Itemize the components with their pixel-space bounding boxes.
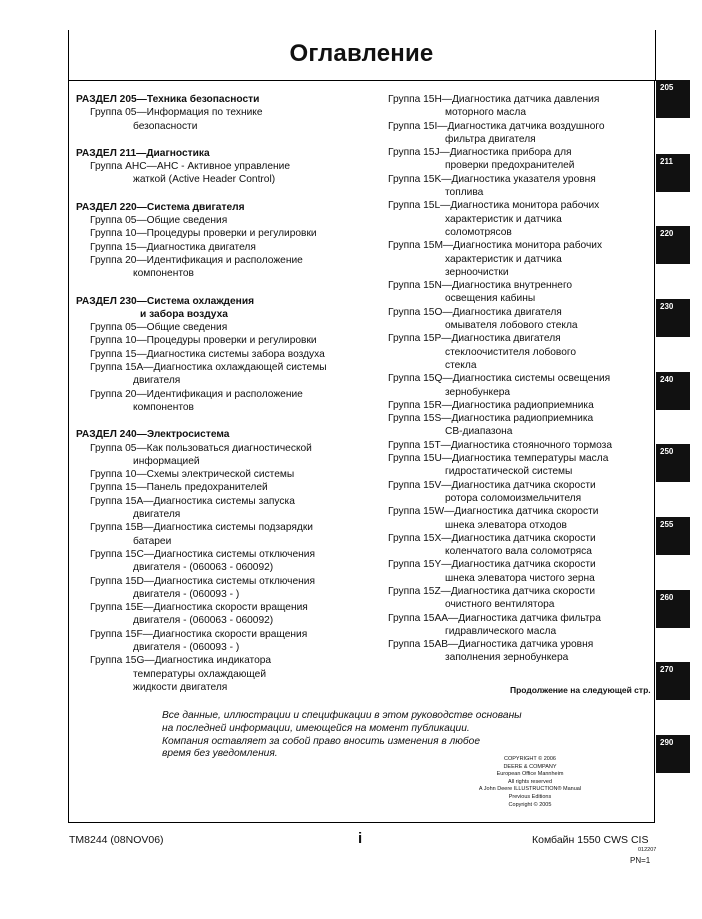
toc-entry-continuation: зерноочистки — [445, 266, 509, 278]
toc-section-heading: РАЗДЕЛ 220—Система двигателя — [76, 201, 245, 213]
toc-entry-continuation: батареи — [133, 535, 172, 547]
toc-entry-prefix: Группа 15— — [90, 241, 147, 253]
section-tab-260[interactable]: 260 — [656, 590, 690, 628]
toc-entry — [388, 120, 650, 133]
toc-entry — [388, 479, 650, 492]
toc-entry-continuation: омывателя лобового стекла — [445, 320, 578, 332]
toc-entry-continuation: очистного вентилятора — [445, 599, 555, 611]
disclaimer-line: на последней информации, имеющейся на момент публикации. — [162, 722, 470, 734]
toc-entry-prefix: Группа 15D— — [90, 575, 154, 587]
toc-entry-title: Диагностика радиоприемника — [451, 413, 594, 425]
section-tab-290[interactable]: 290 — [656, 735, 690, 773]
toc-entry-title: Диагностика радиоприемника — [452, 399, 594, 411]
toc-entry — [76, 254, 376, 267]
toc-entry-continuation: проверки предохранителей — [445, 160, 575, 172]
toc-entry-title: Общие сведения — [146, 215, 228, 227]
toc-entry — [388, 612, 650, 625]
toc-entry — [388, 439, 650, 452]
toc-entry — [76, 521, 376, 534]
toc-entry — [76, 628, 376, 641]
toc-entry-title: Диагностика датчика скорости — [451, 559, 596, 571]
toc-left-column — [76, 93, 376, 694]
toc-entry-title: Диагностика охлаждающей системы — [153, 362, 327, 374]
toc-entry-title: Диагностика системы забора воздуха — [146, 348, 325, 360]
footer-code: 012207 — [638, 847, 657, 853]
toc-entry-title: Диагностика монитора рабочих — [453, 240, 603, 252]
toc-entry-continuation: двигателя - (060063 - 060092) — [133, 562, 274, 574]
toc-entry-prefix: Группа 15P— — [388, 333, 452, 345]
toc-entry-title: Диагностика датчика скорости — [454, 506, 599, 518]
toc-section-heading: и забора воздуха — [140, 308, 228, 320]
toc-entry-prefix: Группа 15J— — [388, 147, 450, 159]
frame-left-border — [68, 80, 69, 822]
toc-entry-title: Диагностика датчика скорости — [450, 585, 596, 597]
toc-entry-continuation: гидростатической системы — [445, 466, 573, 478]
toc-entry-continuation: топлива — [445, 187, 484, 199]
toc-entry-prefix: Группа 15AA— — [388, 612, 459, 624]
toc-gap — [76, 187, 376, 201]
toc-entry-continuation: шнека элеватора чистого зерна — [445, 572, 595, 584]
toc-entry-title: Диагностика датчика уровня — [458, 639, 594, 651]
toc-entry — [76, 495, 376, 508]
toc-entry-title: Процедуры проверки и регулировки — [146, 228, 317, 240]
toc-entry — [76, 227, 376, 240]
copyright-line: European Office Mannheim — [496, 771, 564, 778]
toc-entry-prefix: Группа 15AB— — [388, 639, 459, 651]
toc-entry-prefix: Группа 20— — [90, 388, 147, 400]
toc-entry — [76, 334, 376, 347]
copyright-block — [430, 756, 630, 809]
toc-entry-title: Диагностика системы отключения — [154, 548, 315, 560]
toc-entry-title: Идентификация и расположение — [146, 388, 303, 400]
toc-entry-prefix: Группа 15O— — [388, 306, 453, 318]
toc-entry-continuation: стеклоочистителя лобового — [445, 346, 577, 358]
toc-entry-prefix: Группа 15V— — [388, 479, 452, 491]
toc-entry-prefix: Группа 05— — [90, 107, 147, 119]
toc-entry-prefix: Группа AHC— — [90, 161, 157, 173]
disclaimer-line: Все данные, иллюстрации и спецификации в этом руководстве основаны — [162, 710, 522, 721]
toc-entry — [388, 306, 650, 319]
toc-entry-prefix: Группа 10— — [90, 469, 147, 481]
toc-entry-continuation: двигателя - (060093 - ) — [133, 641, 240, 653]
toc-entry-title: Диагностика прибора для — [449, 147, 572, 159]
toc-entry-title: Диагностика индикатора — [154, 655, 272, 667]
toc-entry-title: Диагностика монитора рабочих — [450, 200, 600, 212]
toc-entry-prefix: Группа 15X— — [388, 532, 452, 544]
copyright-line: DEERE & COMPANY — [503, 763, 557, 770]
toc-entry-title: Диагностика датчика скорости — [451, 532, 596, 544]
toc-entry-title: Диагностика стояночного тормоза — [450, 439, 613, 451]
toc-entry-prefix: Группа 05— — [90, 215, 147, 227]
toc-entry — [388, 372, 650, 385]
section-tab-205[interactable]: 205 — [656, 80, 690, 118]
toc-entry — [76, 575, 376, 588]
toc-entry — [388, 332, 650, 345]
toc-entry-title: Диагностика двигателя — [146, 241, 256, 253]
toc-entry — [76, 214, 376, 227]
toc-entry — [76, 241, 376, 254]
toc-entry-title: Диагностика системы подзарядки — [153, 522, 313, 534]
toc-entry-prefix: Группа 15R— — [388, 399, 452, 411]
toc-entry-prefix: Группа 15M— — [388, 240, 454, 252]
toc-entry-prefix: Группа 10— — [90, 335, 147, 347]
toc-section-heading: РАЗДЕЛ 211—Диагностика — [76, 147, 210, 159]
toc-entry — [388, 585, 650, 598]
toc-entry-continuation: соломотрясов — [445, 226, 512, 238]
frame-right-border — [654, 80, 655, 822]
section-tab-211[interactable]: 211 — [656, 154, 690, 192]
toc-entry-continuation: компонентов — [133, 401, 194, 413]
toc-entry-continuation: фильтра двигателя — [445, 133, 536, 145]
toc-entry-continuation: двигателя — [133, 375, 181, 387]
toc-entry-prefix: Группа 15A— — [90, 495, 154, 507]
frame-bottom-border — [68, 822, 655, 823]
toc-entry — [76, 442, 376, 455]
toc-entry-prefix: Группа 15A— — [90, 362, 154, 374]
toc-entry-continuation: характеристик и датчика — [445, 253, 562, 265]
toc-entry-prefix: Группа 10— — [90, 228, 147, 240]
toc-entry — [388, 239, 650, 252]
toc-entry-title: Идентификация и расположение — [146, 254, 303, 266]
toc-entry-title: Схемы электрической системы — [146, 469, 295, 481]
toc-entry-prefix: Группа 15N— — [388, 280, 452, 292]
toc-entry — [76, 348, 376, 361]
toc-entry-continuation: жаткой (Active Header Control) — [133, 174, 276, 186]
toc-entry-title: Как пользоваться диагностической — [146, 442, 312, 454]
toc-entry-prefix: Группа 15T— — [388, 439, 451, 451]
footer-pn: PN=1 — [630, 856, 651, 865]
toc-entry — [388, 93, 650, 106]
toc-entry-continuation: гидравлического масла — [445, 625, 557, 637]
toc-entry-title: Диагностика внутреннего — [452, 280, 573, 292]
toc-entry-prefix: Группа 20— — [90, 254, 147, 266]
toc-entry-prefix: Группа 15S— — [388, 413, 452, 425]
section-tab-250[interactable]: 250 — [656, 444, 690, 482]
toc-entry-title: Диагностика указателя уровня — [451, 173, 596, 185]
toc-entry-prefix: Группа 15H— — [388, 94, 452, 105]
toc-entry — [76, 361, 376, 374]
toc-entry — [76, 160, 376, 173]
disclaimer — [162, 710, 542, 761]
toc-entry-continuation: информацией — [133, 455, 200, 467]
toc-entry-continuation: заполнения зернобункера — [445, 652, 569, 664]
toc-section-heading: РАЗДЕЛ 240—Электросистема — [76, 429, 230, 441]
toc-entry — [76, 601, 376, 614]
toc-entry-continuation: коленчатого вала соломотряса — [445, 546, 592, 558]
toc-entry-title: Диагностика системы освещения — [452, 373, 611, 385]
section-tab-255[interactable]: 255 — [656, 517, 690, 555]
toc-entry — [388, 558, 650, 571]
toc-gap — [76, 133, 376, 147]
toc-entry — [388, 399, 650, 412]
toc-entry — [76, 654, 376, 667]
toc-entry-prefix: Группа 15Q— — [388, 373, 453, 385]
toc-entry-prefix: Группа 15C— — [90, 548, 154, 560]
toc-entry-continuation: зернобункера — [445, 386, 511, 398]
toc-entry-title: Диагностика скорости вращения — [152, 628, 308, 640]
toc-section-heading: РАЗДЕЛ 205—Техника безопасности — [76, 94, 260, 105]
toc-entry — [76, 468, 376, 481]
toc-entry-title: Диагностика скорости вращения — [153, 602, 308, 614]
toc-entry — [388, 532, 650, 545]
toc-entry-title: Диагностика системы отключения — [154, 575, 315, 587]
toc-entry-title: Диагностика датчика воздушного — [447, 120, 605, 132]
toc-entry-prefix: Группа 15K— — [388, 173, 452, 185]
toc-entry-continuation: освещения кабины — [445, 293, 536, 305]
toc-entry — [76, 321, 376, 334]
toc-entry — [388, 279, 650, 292]
toc-entry-continuation: двигателя — [133, 509, 181, 521]
toc-entry — [388, 173, 650, 186]
copyright-line: A John Deere ILLUSTRUCTION® Manual — [478, 786, 582, 793]
toc-entry-prefix: Группа 15G— — [90, 655, 155, 667]
toc-entry-title: Диагностика датчика скорости — [451, 479, 596, 491]
section-tab-240[interactable]: 240 — [656, 372, 690, 410]
toc-entry-title: Диагностика температуры масла — [452, 453, 609, 465]
toc-section-heading: РАЗДЕЛ 230—Система охлаждения — [76, 295, 255, 307]
toc-entry-title: AHC - Активное управление — [156, 161, 291, 173]
toc-entry-title: Панель предохранителей — [146, 482, 268, 494]
toc-entry-continuation: жидкости двигателя — [133, 681, 228, 693]
toc-entry-continuation: ротора соломоизмельчителя — [445, 492, 582, 504]
toc-entry — [388, 199, 650, 212]
continued-note: Продолжение на следующей стр. — [510, 685, 651, 695]
toc-gap — [76, 414, 376, 428]
toc-entry — [388, 452, 650, 465]
toc-entry-continuation: температуры охлаждающей — [133, 668, 267, 680]
toc-entry-continuation: CB-диапазона — [445, 426, 513, 438]
toc-entry-prefix: Группа 15— — [90, 482, 147, 494]
footer-product: Комбайн 1550 CWS CIS — [532, 834, 649, 846]
toc-entry-continuation: шнека элеватора отходов — [445, 519, 567, 531]
copyright-line: All rights reserved — [507, 778, 553, 785]
toc-entry-prefix: Группа 05— — [90, 322, 147, 334]
toc-entry-prefix: Группа 15W— — [388, 506, 455, 518]
toc-gap — [76, 281, 376, 295]
toc-entry-continuation: характеристик и датчика — [445, 213, 562, 225]
section-tab-270[interactable]: 270 — [656, 662, 690, 700]
toc-entry-prefix: Группа 05— — [90, 442, 147, 454]
toc-entry-continuation: компонентов — [133, 268, 194, 280]
toc-entry-prefix: Группа 15— — [90, 348, 147, 360]
toc-entry-continuation: двигателя - (060093 - ) — [133, 588, 240, 600]
page-title: Оглавление — [289, 40, 434, 67]
toc-entry-title: Информация по технике — [146, 107, 263, 119]
toc-entry-prefix: Группа 15I— — [388, 120, 448, 132]
toc-entry-title: Диагностика датчика давления — [452, 94, 600, 105]
toc-entry-continuation: безопасности — [133, 120, 198, 132]
toc-entry — [388, 412, 650, 425]
toc-entry — [388, 638, 650, 651]
toc-entry-prefix: Группа 15Y— — [388, 559, 452, 571]
toc-entry-prefix: Группа 15F— — [90, 628, 153, 640]
toc-entry-title: Диагностика датчика фильтра — [458, 612, 601, 624]
toc-entry-title: Процедуры проверки и регулировки — [146, 335, 317, 347]
toc-entry-title: Диагностика системы запуска — [153, 495, 295, 507]
toc-entry — [76, 548, 376, 561]
toc-entry — [76, 388, 376, 401]
toc-entry-title: Диагностика двигателя — [451, 333, 561, 345]
toc-entry-prefix: Группа 15L— — [388, 200, 451, 212]
section-tab-230[interactable]: 230 — [656, 299, 690, 337]
disclaimer-line: Компания оставляет за собой право вносить изменения в любое — [162, 735, 480, 747]
toc-entry — [388, 146, 650, 159]
toc-entry-continuation: стекла — [445, 359, 477, 371]
disclaimer-line: время без уведомления. — [162, 748, 278, 760]
toc-entry — [76, 481, 376, 494]
toc-right-column — [388, 93, 650, 665]
toc-entry-prefix: Группа 15U— — [388, 453, 452, 465]
section-tab-220[interactable]: 220 — [656, 226, 690, 264]
toc-entry-title: Общие сведения — [146, 322, 228, 334]
toc-entry-prefix: Группа 15E— — [90, 602, 154, 614]
footer-page-number: i — [358, 830, 363, 847]
toc-entry-prefix: Группа 15B— — [90, 522, 154, 534]
copyright-line: Previous Editions — [508, 793, 552, 800]
toc-entry-title: Диагностика двигателя — [452, 306, 562, 318]
toc-entry-prefix: Группа 15Z— — [388, 585, 451, 597]
toc-entry-continuation: моторного масла — [445, 107, 526, 119]
toc-entry-continuation: двигателя - (060063 - 060092) — [133, 615, 274, 627]
toc-entry — [76, 106, 376, 119]
copyright-line: Copyright © 2005 — [508, 801, 552, 808]
toc-entry — [388, 505, 650, 518]
footer-doc-id: TM8244 (08NOV06) — [69, 834, 164, 846]
copyright-line: COPYRIGHT © 2006 — [504, 756, 556, 762]
